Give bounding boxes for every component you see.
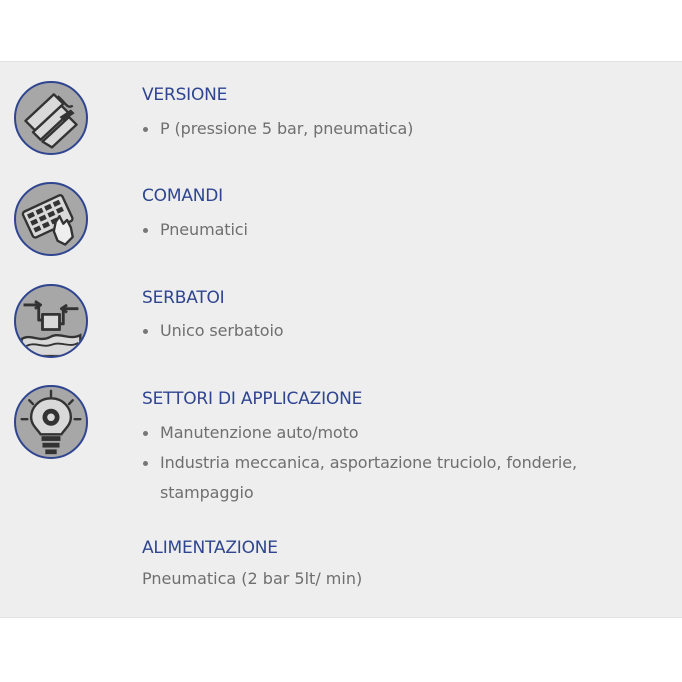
pipes-icon: [14, 81, 88, 155]
list-item: Pneumatici: [142, 215, 642, 245]
tank-flow-icon: [14, 284, 88, 358]
list-item: Manutenzione auto/moto: [142, 418, 642, 448]
section-title-comandi: COMANDI: [142, 186, 223, 206]
section-title-alimentazione: ALIMENTAZIONE: [142, 538, 278, 558]
section-title-serbatoi: SERBATOI: [142, 288, 225, 308]
specs-panel: [0, 61, 682, 618]
section-title-settori: SETTORI DI APPLICAZIONE: [142, 389, 363, 409]
section-list-settori: [142, 418, 642, 508]
list-item: P (pressione 5 bar, pneumatica): [142, 114, 642, 144]
list-item: Unico serbatoio: [142, 316, 642, 346]
keypad-hand-icon: [14, 182, 88, 256]
list-item: Industria meccanica, asportazione truciolo, fonderie, stampaggio: [142, 448, 620, 508]
section-title-versione: VERSIONE: [142, 85, 228, 105]
section-list-versione: [142, 114, 642, 144]
section-list-serbatoi: [142, 316, 642, 346]
alimentazione-value: Pneumatica (2 bar 5lt/ min): [142, 569, 363, 588]
lightbulb-gear-icon: [14, 385, 88, 459]
section-list-comandi: [142, 215, 642, 245]
